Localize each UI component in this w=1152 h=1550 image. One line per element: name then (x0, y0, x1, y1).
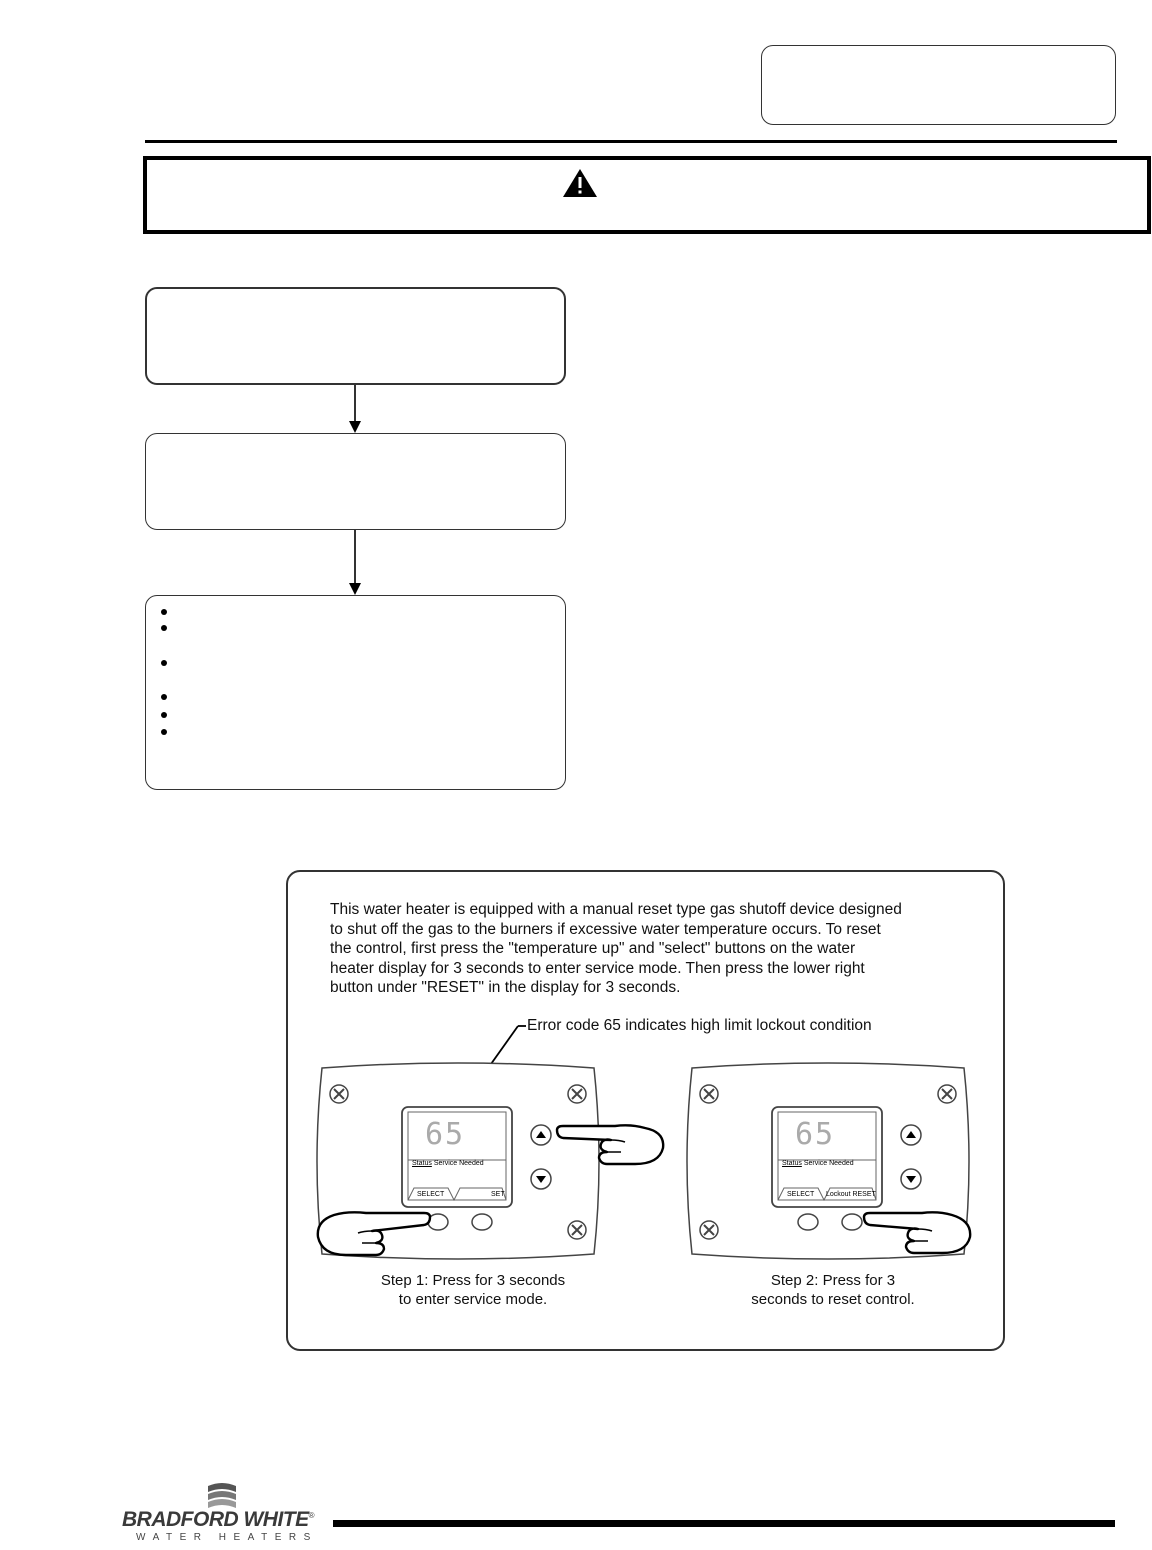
softkey-select-label: SELECT (417, 1191, 445, 1198)
screw-icon (568, 1085, 586, 1103)
arrow-down-button (901, 1169, 921, 1189)
header-divider (145, 140, 1117, 143)
step1-caption (358, 1271, 588, 1309)
error-code-callout: Error code 65 indicates high limit lockout condition (527, 1017, 872, 1034)
instruction-line: the control, first press the "temperature up" and "select" buttons on the water (330, 940, 856, 957)
warning-banner (143, 156, 1151, 234)
arrow-down-button (531, 1169, 551, 1189)
footer-divider (333, 1520, 1115, 1527)
bullet-point (161, 712, 167, 718)
instruction-line: This water heater is equipped with a manual reset type gas shutoff device designed (330, 901, 902, 918)
bullet-point (161, 660, 167, 666)
warning-triangle-icon (562, 168, 598, 198)
status-text: Service Needed (433, 1160, 484, 1167)
step2-caption (718, 1271, 948, 1309)
bullet-point (161, 609, 167, 615)
status-text: Service Needed (803, 1160, 854, 1167)
arrow-up-button (901, 1125, 921, 1145)
screw-icon (700, 1085, 718, 1103)
caption-line: seconds to reset control. (751, 1291, 915, 1308)
instruction-line: heater display for 3 seconds to enter service mode. Then press the lower right (330, 959, 865, 977)
flow-arrow-1 (347, 385, 363, 435)
display-status (782, 1160, 854, 1167)
caption-line: Step 1: Press for 3 seconds (380, 1272, 566, 1289)
select-button (798, 1214, 818, 1230)
bullet-point (161, 694, 167, 700)
display-status (412, 1160, 484, 1167)
softkey-set-label: SET (491, 1191, 505, 1198)
registered-mark: ® (308, 1511, 315, 1520)
bullet-point (161, 729, 167, 735)
screw-icon (700, 1221, 718, 1239)
hand-pointer-icon (314, 1203, 432, 1259)
flow-arrow-2 (347, 530, 363, 597)
softkey-reset-label: Lockout RESET (826, 1191, 876, 1198)
softkey-select-label: SELECT (787, 1191, 815, 1198)
figure-instructions (330, 900, 990, 998)
bullet-point (161, 625, 167, 631)
brand-tagline: WATER HEATERS (136, 1532, 318, 1543)
brand-name: BRADFORD WHITE (122, 1508, 309, 1531)
status-label: Status (412, 1160, 432, 1167)
brand-logo (122, 1508, 314, 1532)
flowchart-box-3 (145, 595, 566, 790)
flowchart-box-1 (145, 287, 566, 385)
screw-icon (330, 1085, 348, 1103)
hand-pointer-icon (555, 1118, 667, 1168)
caption-line: Step 2: Press for 3 (770, 1272, 896, 1289)
hand-pointer-icon (862, 1203, 974, 1257)
status-label: Status (782, 1160, 802, 1167)
caption-line: to enter service mode. (398, 1291, 548, 1308)
instruction-line: button under "RESET" in the display for 3 seconds. (330, 979, 681, 996)
instruction-line: to shut off the gas to the burners if excessive water temperature occurs. To reset (330, 920, 881, 938)
flowchart-box-2 (145, 433, 566, 530)
arrow-up-button (531, 1125, 551, 1145)
screw-icon (568, 1221, 586, 1239)
header-info-box (761, 45, 1116, 125)
reset-button (842, 1214, 862, 1230)
display-code: 65 (425, 1117, 466, 1152)
set-button (472, 1214, 492, 1230)
display-code: 65 (795, 1117, 836, 1152)
screw-icon (938, 1085, 956, 1103)
